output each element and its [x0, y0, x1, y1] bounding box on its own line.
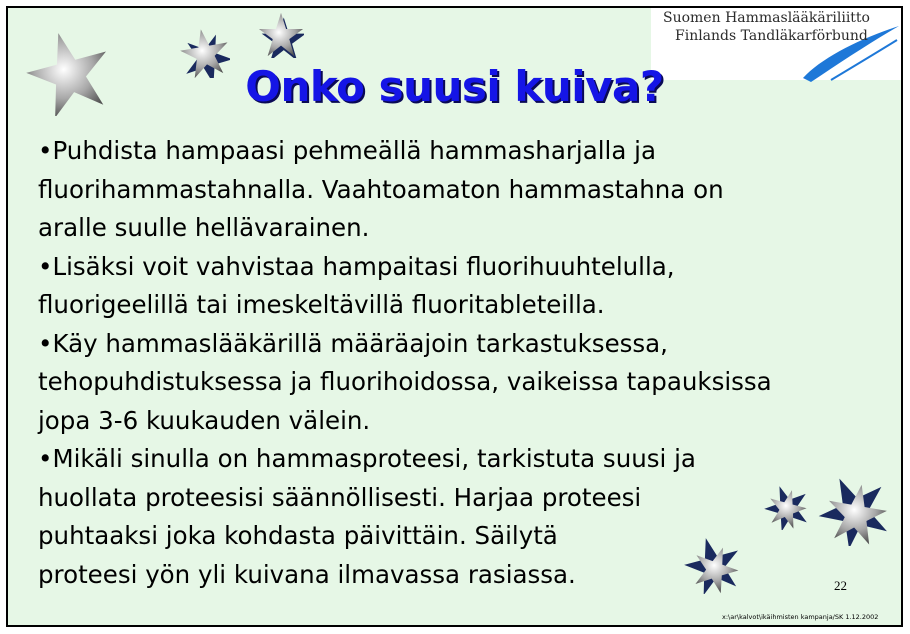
text-line: •Käy hammaslääkärillä määräajoin tarkastuksessa, [38, 328, 668, 358]
page-number: 22 [834, 578, 847, 593]
slide-title: Onko suusi kuiva? [245, 62, 664, 111]
text-line: •Lisäksi voit vahvistaa hampaitasi fluorihuuhtelulla, [38, 251, 675, 281]
star-icon [258, 12, 304, 58]
logo-text-finnish: Suomen Hammaslääkäriliitto [663, 10, 870, 26]
bullet-list [38, 132, 898, 594]
text-line: •Puhdista hampaasi pehmeällä hammasharjalla ja [38, 136, 656, 165]
text-line: puhtaaksi joka kohdasta päivittäin. Säilytä [38, 521, 558, 550]
text-line: fluorigeelillä tai imeskeltävillä fluoritableteilla. [38, 290, 605, 319]
bullet-item-brushing [38, 132, 898, 248]
bullet-item-fluoride [38, 248, 898, 325]
text-line: fluorihammastahnalla. Vaahtoamaton hammastahna on [38, 174, 724, 204]
text-line: proteesi yön yli kuivana ilmavassa rasiassa. [38, 559, 576, 589]
text-line: jopa 3-6 kuukauden välein. [38, 405, 371, 435]
bullet-item-dentist-visits [38, 325, 898, 441]
slide [6, 6, 903, 627]
text-line: huollata proteesisi säännöllisesti. Harjaa proteesi [38, 482, 642, 512]
text-line: aralle suulle hellävarainen. [38, 213, 370, 242]
text-line: tehopuhdistuksessa ja fluorihoidossa, vaikeissa tapauksissa [38, 367, 772, 396]
footer-path: x:\ar\kalvot\ikäihmisten kampanja/SK 1.12.2002 [722, 613, 879, 621]
logo-text-swedish: Finlands Tandläkarförbund [675, 28, 868, 44]
bullet-item-prosthesis [38, 440, 898, 594]
text-line: •Mikäli sinulla on hammasproteesi, tarkistuta suusi ja [38, 444, 696, 473]
